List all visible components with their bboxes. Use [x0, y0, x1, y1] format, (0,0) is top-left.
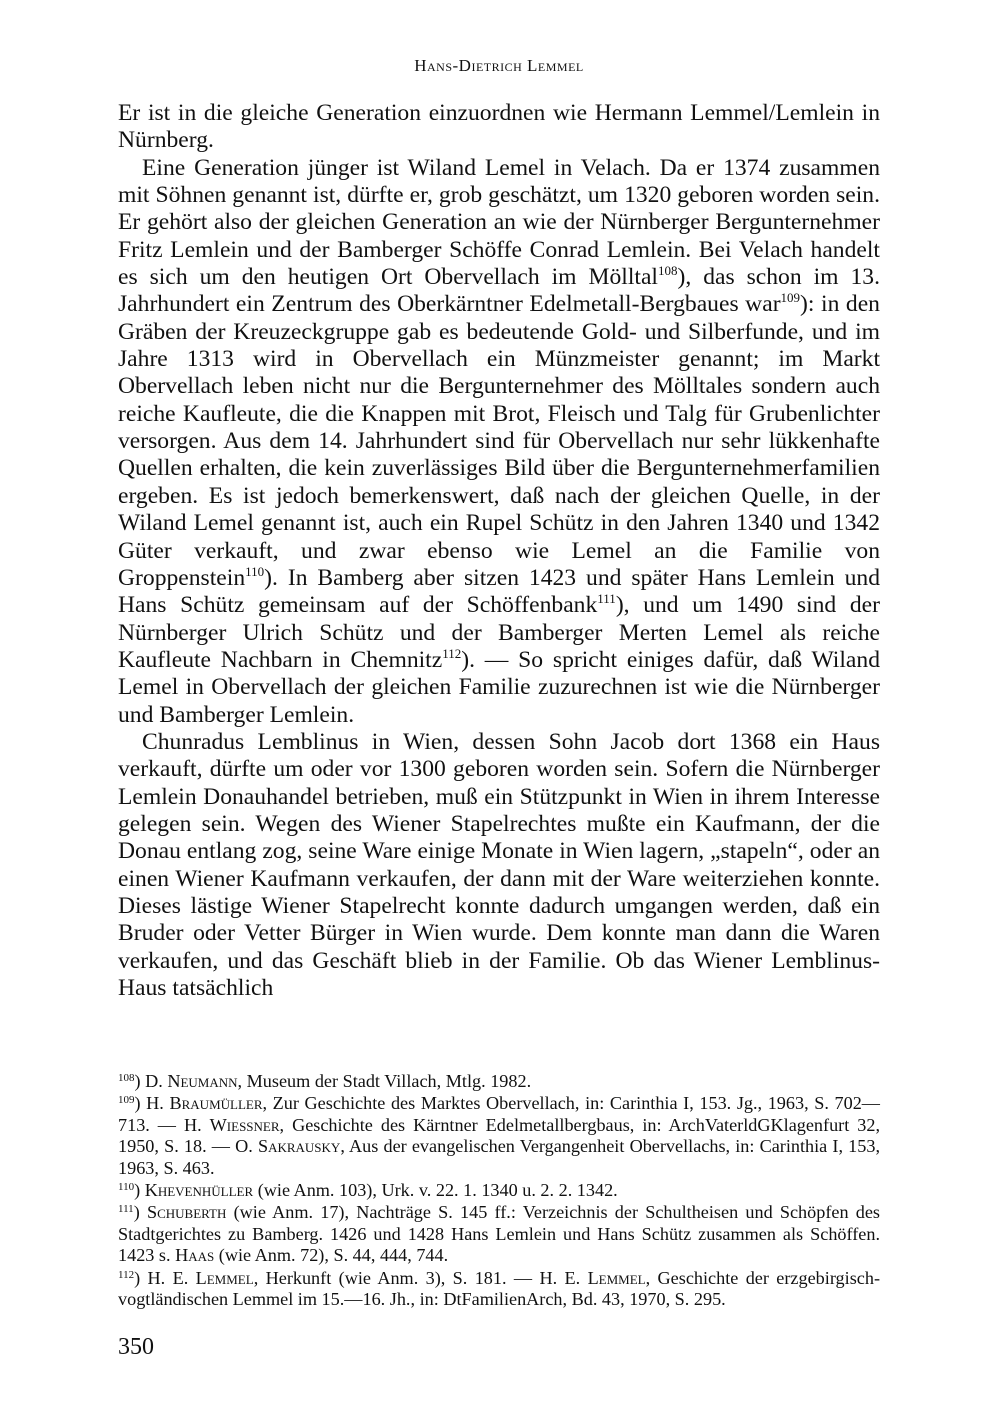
footnote-number-paren: ): [133, 1202, 140, 1223]
text-run: ). — So spricht einiges dafür, daß Wiland Lemel in Obervellach der gleichen Familie zuzurechnen ist wie die Nürnberger und Bamberger Lemlein.: [118, 646, 880, 728]
footnote-number-paren: ): [134, 1093, 141, 1114]
footnote-reference[interactable]: 108: [657, 263, 678, 279]
author-name: Neumann: [167, 1071, 238, 1091]
text-run: Er ist in die gleiche Generation einzuordnen wie Hermann Lemmel/Lemlein in Nürnberg.: [118, 100, 880, 154]
footnote-text: H.: [140, 1093, 170, 1114]
footnote-number-paren: ): [134, 1267, 141, 1288]
footnotes: [118, 1071, 880, 1311]
author-name: Schuberth: [146, 1202, 227, 1223]
author-name: Wiessner: [209, 1114, 280, 1135]
footnote-text: (wie Anm. 17), Nachträge S. 145 ff.: Verzeichnis der Schultheisen und Schöpfen des Stadtgerichtes zu Bamberg. 1426 und 1428 Hans Lemlein und Hans Schütz zusammen als Schöffen. 1423 s.: [118, 1202, 881, 1266]
footnote-text: , Geschichte der erzgebirgisch-vogtländischen Lemmel im 15.—16. Jh., in: DtFamilienArch, Bd. 43, 1970, S. 295.: [118, 1267, 880, 1310]
author-name: Khevenhüller: [144, 1180, 254, 1201]
running-head: Hans-Dietrich Lemmel: [414, 56, 584, 75]
paragraph: [118, 155, 880, 729]
text-run: Eine Generation jünger ist Wiland Lemel in Velach. Da er 1374 zusammen mit Söhnen genannt ist, dürfte er, grob geschätzt, um 1320 geboren worden sein. Er gehört also der gleichen Generation an wie der Nürnberger Bergunternehmer Fritz Lemlein und der Bamberger Schöffe Conrad Lemlein. Bei Velach handelt es sich um den heutigen Ort Obervellach im Mölltal: [118, 154, 880, 291]
footnote-text: , Museum der Stadt Villach, Mtlg. 1982.: [237, 1071, 532, 1091]
footnote: [118, 1093, 880, 1179]
footnote-text: D.: [140, 1071, 168, 1091]
author-name: Sakrausky: [257, 1136, 341, 1157]
footnote-text: , Herkunft (wie Anm. 3), S. 181. — H. E.: [253, 1267, 588, 1288]
author-name: Braumüller: [169, 1093, 263, 1114]
footnote-number-paren: ): [134, 1180, 141, 1201]
footnote-reference[interactable]: 109: [780, 290, 801, 306]
footnote: [118, 1071, 880, 1092]
paragraph: [118, 100, 880, 155]
footnote-number-paren: ): [134, 1071, 141, 1091]
text-run: ): in den Gräben der Kreuzeckgruppe gab es bedeutende Gold- und Silberfunde, und im Jahre 1313 wird in Obervellach ein Münzmeister genannt; im Markt Obervellach leben nicht nur die Bergunternehmer des Mölltales sondern auch reiche Kaufleute, die die Knappen mit Brot, Fleisch und Talg für Grubenlichter versorgen. Aus dem 14. Jahrhundert sind für Obervellach nur sehr lükkenhafte Quellen erhalten, die kein zuverlässiges Bild über die Bergunternehmerfamilien ergeben. Es ist jedoch bemerkenswert, daß nach der gleichen Quelle, in der Wiland Lemel genannt ist, auch ein Rupel Schütz in den Jahren 1340 und 1342 Güter verkauft, und zwar ebenso wie Lemel an die Familie von Groppenstein: [118, 291, 880, 591]
footnote-number: 110: [118, 1181, 135, 1194]
footnote-reference[interactable]: 111: [597, 591, 616, 607]
footnote: [118, 1180, 880, 1201]
footnote-number: 112: [118, 1268, 135, 1281]
text-run: ), das schon im 13. Jahrhundert ein Zentrum des Oberkärntner Edelmetall-Bergbaues war: [118, 264, 880, 318]
footnote-text: (wie Anm. 103), Urk. v. 22. 1. 1340 u. 2. 2. 1342.: [253, 1180, 618, 1201]
footnote-text: , Geschichte des Kärntner Edelmetallbergbaus, in: ArchVaterldGKlagenfurt 32, 1950, S. 18. — O.: [118, 1114, 880, 1157]
footnote: [118, 1268, 880, 1311]
footnote-number: 108: [118, 1072, 135, 1084]
footnote-text: , Zur Geschichte des Marktes Obervellach, in: Carinthia I, 153. Jg., 1963, S. 702—713. — H.: [118, 1093, 880, 1135]
text-run: Chunradus Lemblinus in Wien, dessen Sohn Jacob dort 1368 ein Haus verkauft, dürfte um oder vor 1300 geboren worden sein. Sofern die Nürnberger Lemlein Donauhandel betrieben, muß ein Stützpunkt in Wien in ihrem Interesse gelegen sein. Wegen des Wiener Stapelrechtes mußte ein Kaufmann, der die Donau entlang zog, seine Ware einige Monate in Wien lagern, „stapeln“, oder an einen Wiener Kaufmann verkaufen, der dann mit der Ware weiterziehen konnte. Dieses lästige Wiener Stapelrecht konnte dadurch umgangen werden, daß ein Bruder oder Vetter Bürger in Wien wurde. Dem konnte man dann die Waren verkaufen, und das Geschäft blieb in der Familie. Ob das Wiener Lemblinus-Haus tatsächlich: [118, 728, 880, 1001]
footnote-reference[interactable]: 110: [245, 563, 265, 579]
footnote-text: [140, 1202, 147, 1222]
body-text: [118, 100, 880, 1002]
footnote-text: H. E.: [140, 1267, 196, 1288]
author-name: Lemmel: [195, 1267, 254, 1288]
page-number: 350: [118, 1334, 154, 1360]
footnote-number: 109: [118, 1094, 135, 1107]
text-run: ). In Bamberg aber sitzen 1423 und später Hans Lemlein und Hans Schütz gemeinsam auf der Schöffenbank: [118, 564, 880, 619]
text-run: ), und um 1490 sind der Nürnberger Ulrich Schütz und der Bamberger Merten Lemel als reiche Kaufleute Nachbarn in Chemnitz: [118, 592, 880, 673]
footnote-reference[interactable]: 112: [442, 645, 462, 661]
footnote-text: (wie Anm. 72), S. 44, 444, 744.: [214, 1245, 449, 1266]
author-name: Lemmel: [587, 1267, 646, 1288]
footnote: [118, 1202, 880, 1266]
footnote-number: 111: [118, 1203, 134, 1216]
paragraph: [118, 729, 880, 1002]
footnote-text: , Aus der evangelischen Vergangenheit Obervellachs, in: Carinthia I, 153, 1963, S. 463.: [118, 1136, 880, 1178]
author-name: Haas: [175, 1245, 215, 1266]
